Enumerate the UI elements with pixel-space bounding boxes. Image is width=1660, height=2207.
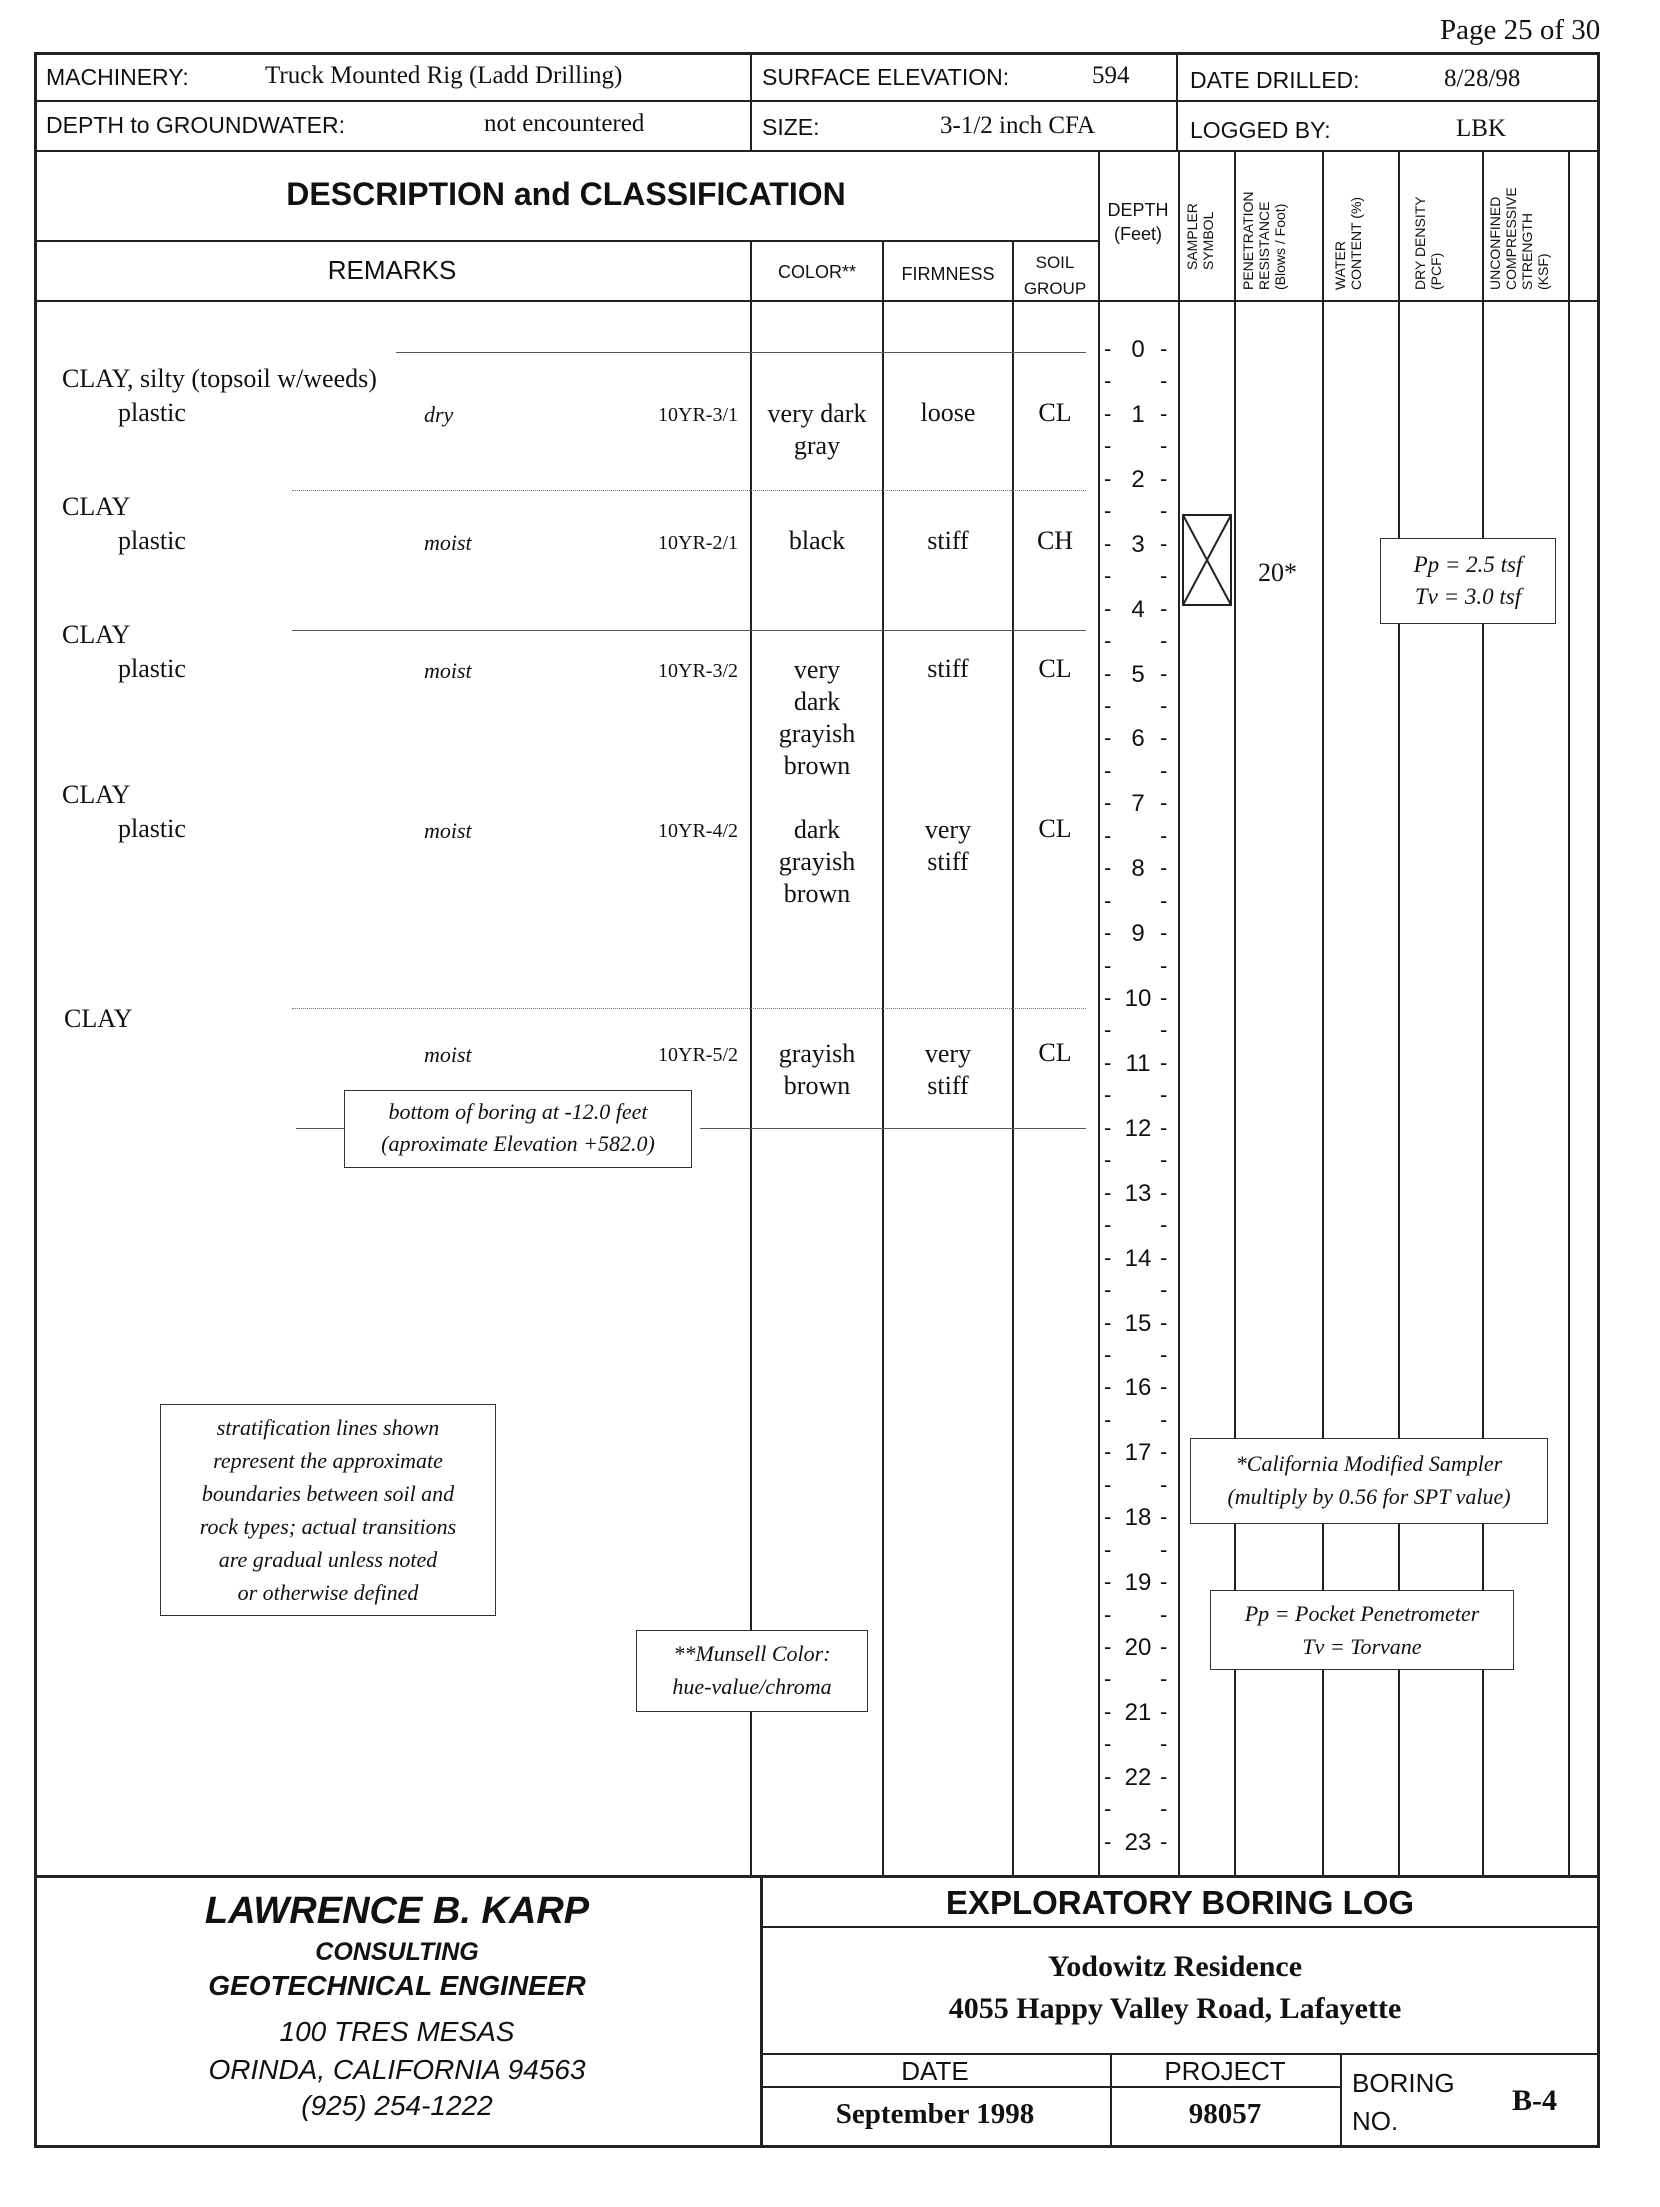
- depth-label: 0: [1131, 336, 1145, 363]
- layer-munsell: 10YR-4/2: [658, 820, 738, 842]
- depth-tick: -: [1160, 1212, 1168, 1238]
- layer-firmness-line: stiff: [927, 847, 969, 876]
- depth-label: 12: [1124, 1114, 1152, 1142]
- depth-tick: -: [1160, 1569, 1168, 1595]
- logged-by-label: LOGGED BY:: [1190, 117, 1331, 143]
- penetration-header: [1240, 191, 1288, 290]
- depth-tick: -: [1160, 1341, 1168, 1367]
- geotech-label: GEOTECHNICAL ENGINEER: [208, 1970, 586, 2001]
- water-header-line: CONTENT (%): [1348, 196, 1364, 290]
- depth-tick: -: [1104, 887, 1112, 913]
- header-divider: [34, 150, 1600, 152]
- depth-tick: -: [1160, 725, 1168, 751]
- soil-group-header-line2: GROUP: [1023, 279, 1087, 298]
- depth-tick: -: [1104, 1082, 1112, 1108]
- machinery-label: MACHINERY:: [46, 64, 189, 90]
- remarks-header: REMARKS: [327, 255, 457, 285]
- layer-color-line: dark: [793, 815, 841, 844]
- depth-tick: -: [1160, 1763, 1168, 1789]
- date-value: September 1998: [835, 2098, 1035, 2130]
- depth-tick: -: [1160, 1536, 1168, 1562]
- layer-moisture: dry: [424, 402, 454, 427]
- depth-tick: -: [1160, 1439, 1168, 1465]
- penetration-value: 20*: [1258, 558, 1297, 587]
- dry-density-header: [1412, 196, 1444, 290]
- depth-tick: -: [1160, 920, 1168, 946]
- header-divider: [34, 300, 1600, 302]
- layer-name: CLAY: [62, 492, 131, 521]
- layer-color-line: brown: [783, 751, 851, 780]
- color-header: COLOR**: [777, 262, 857, 282]
- strength-note-line: Pp = 2.5 tsf: [1413, 552, 1523, 577]
- depth-tick: -: [1160, 1634, 1168, 1659]
- layer-firmness: loose: [920, 398, 976, 427]
- date-drilled-value: 8/28/98: [1444, 65, 1521, 92]
- water-header: [1332, 197, 1364, 290]
- depth-tick: -: [1160, 985, 1168, 1010]
- layer-name: CLAY: [64, 1004, 133, 1033]
- bottom-note-line: bottom of boring at -12.0 feet: [388, 1099, 648, 1124]
- layer-color-line: grayish: [778, 1039, 856, 1068]
- address-line1: 100 TRES MESAS: [279, 2016, 515, 2047]
- layer-munsell: 10YR-5/2: [658, 1044, 738, 1066]
- sampler-note-line: *California Modified Sampler: [1235, 1451, 1503, 1476]
- depth-tick: -: [1104, 400, 1112, 426]
- layer-group: CL: [1038, 1038, 1072, 1067]
- depth-label: 7: [1131, 790, 1145, 818]
- machinery-value: Truck Mounted Rig (Ladd Drilling): [265, 62, 623, 89]
- unconfined-header-line: COMPRESSIVE: [1503, 187, 1519, 290]
- depth-tick: -: [1104, 725, 1112, 751]
- dry-density-header-line: DRY DENSITY: [1412, 196, 1428, 290]
- depth-label: 10: [1124, 985, 1152, 1012]
- depth-label: 17: [1124, 1439, 1152, 1467]
- layer-firmness-line: very: [924, 815, 972, 844]
- date-label: DATE: [901, 2056, 969, 2086]
- layer-sub: plastic: [118, 654, 186, 683]
- stratification-note-line: stratification lines shown: [216, 1415, 440, 1440]
- layer-color: [752, 654, 882, 782]
- depth-tick: -: [1104, 660, 1112, 686]
- depth-tick: -: [1104, 1634, 1112, 1659]
- pp-tv-note: [1210, 1590, 1514, 1670]
- depth-label: 19: [1124, 1569, 1152, 1597]
- logged-by-value: LBK: [1456, 115, 1506, 142]
- dry-density-header-line: (PCF): [1428, 252, 1444, 290]
- strength-note-line: Tv = 3.0 tsf: [1414, 584, 1522, 609]
- bottom-of-boring-note: [344, 1090, 692, 1168]
- depth-tick: -: [1160, 757, 1168, 783]
- depth-tick: -: [1104, 1439, 1112, 1465]
- strat-line: [292, 1008, 1086, 1009]
- depth-tick: -: [1104, 595, 1112, 621]
- layer-name: CLAY, silty (topsoil w/weeds): [62, 364, 377, 393]
- depth-tick: -: [1104, 920, 1112, 946]
- address-line2: ORINDA, CALIFORNIA 94563: [208, 2054, 586, 2085]
- depth-tick: -: [1160, 1828, 1168, 1854]
- layer-color-line: brown: [783, 879, 851, 908]
- layer-color-line: gray: [793, 431, 841, 460]
- depth-label: 18: [1124, 1504, 1152, 1532]
- depth-tick: -: [1104, 368, 1112, 394]
- depth-header: [1098, 198, 1178, 246]
- depth-tick: -: [1160, 1114, 1168, 1140]
- depth-tick: -: [1160, 1082, 1168, 1108]
- depth-tick: -: [1104, 433, 1112, 459]
- pp-note-line: Pp = Pocket Penetrometer: [1244, 1601, 1480, 1626]
- layer-color: [752, 1038, 882, 1102]
- footer-divider: [760, 1926, 1600, 1928]
- water-header-line: WATER: [1332, 241, 1348, 290]
- depth-tick: -: [1104, 1114, 1112, 1140]
- depth-tick: -: [1160, 1244, 1168, 1270]
- unconfined-header-line: STRENGTH: [1519, 213, 1535, 290]
- boring-label-line: NO.: [1352, 2106, 1399, 2136]
- stratification-note-line: represent the approximate: [213, 1448, 443, 1473]
- depth-tick: -: [1104, 498, 1112, 524]
- header-divider: [34, 240, 1098, 242]
- munsell-note-line: **Munsell Color:: [673, 1641, 831, 1666]
- depth-tick: -: [1104, 1017, 1112, 1043]
- depth-tick: -: [1160, 530, 1168, 556]
- strat-line: [700, 1128, 1086, 1129]
- depth-tick: -: [1104, 628, 1112, 654]
- depth-tick: -: [1104, 1731, 1112, 1757]
- depth-tick: -: [1160, 465, 1168, 491]
- header-divider: [34, 100, 1600, 102]
- depth-tick: -: [1104, 1828, 1112, 1854]
- layer-firmness: [884, 814, 1012, 878]
- size-value: 3-1/2 inch CFA: [940, 112, 1096, 139]
- layer-moisture: moist: [424, 530, 472, 555]
- depth-tick: -: [1104, 1504, 1112, 1530]
- depth-tick: -: [1104, 530, 1112, 556]
- layer-munsell: 10YR-3/1: [658, 404, 738, 426]
- strat-line: [292, 630, 1086, 631]
- depth-tick: -: [1104, 1601, 1112, 1627]
- depth-tick: -: [1104, 855, 1112, 881]
- layer-color-line: grayish: [778, 719, 856, 748]
- depth-tick: -: [1104, 1796, 1112, 1822]
- stratification-note: [160, 1404, 496, 1616]
- depth-tick: -: [1104, 1341, 1112, 1367]
- depth-tick: -: [1160, 660, 1168, 686]
- depth-label: 23: [1124, 1828, 1152, 1856]
- layer-munsell: 10YR-3/2: [658, 660, 738, 682]
- consulting-label: CONSULTING: [315, 1938, 479, 1966]
- bottom-note-line: (aproximate Elevation +582.0): [381, 1131, 655, 1156]
- depth-label: 14: [1124, 1244, 1152, 1272]
- depth-label: 9: [1131, 920, 1145, 948]
- depth-tick: -: [1160, 822, 1168, 848]
- size-label: SIZE:: [762, 114, 820, 140]
- depth-tick: -: [1160, 1017, 1168, 1043]
- layer-name: CLAY: [62, 620, 131, 649]
- depth-tick: -: [1104, 336, 1112, 361]
- boring-label-line: BORING: [1352, 2068, 1455, 2098]
- depth-tick: -: [1160, 1601, 1168, 1627]
- sampler-note: [1190, 1438, 1548, 1524]
- project-name: Yodowitz Residence: [1047, 1950, 1303, 1983]
- unconfined-header-line: (KSF): [1535, 253, 1551, 290]
- depth-tick: -: [1160, 498, 1168, 524]
- depth-tick: -: [1160, 887, 1168, 913]
- groundwater-value: not encountered: [484, 110, 645, 137]
- header-divider: [750, 54, 752, 151]
- depth-label: 22: [1124, 1763, 1152, 1791]
- depth-label: 3: [1131, 530, 1145, 558]
- sampler-header-line: SYMBOL: [1200, 211, 1216, 270]
- depth-tick: -: [1104, 1569, 1112, 1595]
- unconfined-header: [1487, 187, 1551, 290]
- depth-tick: -: [1104, 563, 1112, 589]
- strat-line: [292, 490, 1086, 491]
- soil-group-header: [1012, 250, 1098, 302]
- depth-tick: -: [1104, 1666, 1112, 1692]
- sampler-symbol-icon: [1182, 514, 1232, 606]
- firmness-header: FIRMNESS: [901, 264, 995, 284]
- depth-tick: -: [1104, 1698, 1112, 1724]
- depth-label: 2: [1131, 465, 1145, 493]
- layer-firmness: stiff: [927, 654, 969, 683]
- depth-tick: -: [1160, 1277, 1168, 1303]
- depth-tick: -: [1104, 1536, 1112, 1562]
- depth-tick: -: [1104, 1277, 1112, 1303]
- depth-label: 21: [1124, 1698, 1152, 1726]
- depth-label: 15: [1124, 1309, 1152, 1337]
- depth-tick: -: [1104, 1309, 1112, 1335]
- layer-firmness-line: stiff: [927, 1071, 969, 1100]
- layer-firmness-line: very: [924, 1039, 972, 1068]
- depth-tick: -: [1160, 855, 1168, 881]
- depth-tick: -: [1160, 1406, 1168, 1432]
- surface-elevation-value: 594: [1092, 62, 1130, 89]
- depth-label: 6: [1131, 725, 1145, 753]
- depth-label: 16: [1124, 1374, 1152, 1402]
- layer-group: CL: [1038, 654, 1072, 683]
- layer-munsell: 10YR-2/1: [658, 532, 738, 554]
- layer-color-line: brown: [783, 1071, 851, 1100]
- layer-color: black: [788, 526, 846, 555]
- boring-number: B-4: [1512, 2084, 1557, 2117]
- depth-tick: -: [1160, 1309, 1168, 1335]
- layer-group: CL: [1038, 398, 1072, 427]
- layer-firmness: stiff: [927, 526, 969, 555]
- depth-tick: -: [1160, 1471, 1168, 1497]
- sampler-header: [1184, 203, 1216, 270]
- layer-moisture: moist: [424, 818, 472, 843]
- layer-group: CL: [1038, 814, 1072, 843]
- depth-tick: -: [1104, 465, 1112, 491]
- page-number: Page 25 of 30: [1440, 14, 1601, 46]
- depth-tick: -: [1160, 1731, 1168, 1757]
- depth-tick: -: [1160, 595, 1168, 621]
- layer-moisture: moist: [424, 1042, 472, 1067]
- depth-label: 20: [1124, 1634, 1152, 1661]
- munsell-note: [636, 1630, 868, 1712]
- depth-tick: -: [1160, 1179, 1168, 1205]
- soil-group-header-line1: SOIL: [1035, 253, 1075, 272]
- header-divider: [1176, 54, 1178, 151]
- depth-tick: -: [1104, 1763, 1112, 1789]
- depth-label: 5: [1131, 660, 1145, 688]
- depth-tick: -: [1104, 1212, 1112, 1238]
- layer-sub: plastic: [118, 814, 186, 843]
- sampler-note-line: (multiply by 0.56 for SPT value): [1227, 1484, 1511, 1509]
- penetration-header-line: (Blows / Foot): [1272, 203, 1288, 290]
- penetration-header-line: PENETRATION: [1240, 191, 1256, 290]
- groundwater-label: DEPTH to GROUNDWATER:: [46, 112, 346, 138]
- depth-label: 4: [1131, 595, 1145, 623]
- phone-number: (925) 254-1222: [301, 2090, 493, 2121]
- depth-tick: -: [1104, 1471, 1112, 1497]
- depth-tick: -: [1160, 1049, 1168, 1075]
- depth-tick: -: [1160, 952, 1168, 978]
- depth-tick: -: [1104, 985, 1112, 1010]
- depth-tick: -: [1160, 1796, 1168, 1822]
- depth-tick: -: [1160, 1147, 1168, 1173]
- footer-divider: [34, 1875, 1600, 1878]
- depth-tick: -: [1104, 1179, 1112, 1205]
- footer-divider: [760, 2053, 1600, 2055]
- strength-note: [1380, 538, 1556, 624]
- depth-label: 8: [1131, 855, 1145, 883]
- stratification-note-line: rock types; actual transitions: [199, 1514, 457, 1539]
- date-drilled-label: DATE DRILLED:: [1190, 67, 1360, 93]
- depth-tick: -: [1160, 692, 1168, 718]
- layer-color: [752, 398, 882, 462]
- depth-tick: -: [1160, 433, 1168, 459]
- column-divider: [1178, 152, 1180, 1875]
- column-divider: [1568, 152, 1570, 1875]
- project-address: 4055 Happy Valley Road, Lafayette: [948, 1992, 1402, 2025]
- footer-divider: [1340, 2053, 1342, 2148]
- depth-header-line2: (Feet): [1113, 224, 1162, 244]
- strat-line: [396, 352, 1086, 353]
- layer-name: CLAY: [62, 780, 131, 809]
- depth-tick: -: [1160, 1698, 1168, 1724]
- depth-tick: -: [1160, 400, 1168, 426]
- stratification-note-line: or otherwise defined: [237, 1580, 419, 1605]
- depth-tick: -: [1104, 790, 1112, 816]
- log-title: EXPLORATORY BORING LOG: [945, 1884, 1415, 1921]
- sampler-header-line: SAMPLER: [1184, 203, 1200, 270]
- depth-label: 13: [1124, 1179, 1152, 1207]
- layer-firmness: [884, 1038, 1012, 1102]
- depth-tick: -: [1160, 336, 1168, 361]
- engineer-name: LAWRENCE B. KARP: [204, 1890, 590, 1932]
- depth-tick: -: [1104, 757, 1112, 783]
- column-divider: [1098, 152, 1100, 1875]
- depth-tick: -: [1160, 628, 1168, 654]
- depth-tick: -: [1104, 952, 1112, 978]
- description-title: DESCRIPTION and CLASSIFICATION: [286, 176, 846, 212]
- project-number: 98057: [1188, 2098, 1262, 2130]
- layer-moisture: moist: [424, 658, 472, 683]
- depth-tick: -: [1160, 563, 1168, 589]
- depth-tick: -: [1160, 790, 1168, 816]
- munsell-note-line: hue-value/chroma: [672, 1674, 832, 1699]
- depth-tick: -: [1104, 822, 1112, 848]
- depth-tick: -: [1160, 368, 1168, 394]
- layer-color-line: grayish: [778, 847, 856, 876]
- layer-group: CH: [1036, 526, 1074, 555]
- unconfined-header-line: UNCONFINED: [1487, 196, 1503, 290]
- depth-tick: -: [1104, 1244, 1112, 1270]
- penetration-header-line: RESISTANCE: [1256, 201, 1272, 290]
- depth-label: 11: [1125, 1049, 1151, 1077]
- depth-tick: -: [1104, 692, 1112, 718]
- stratification-note-line: boundaries between soil and: [201, 1481, 455, 1506]
- depth-tick: -: [1160, 1504, 1168, 1530]
- project-label: PROJECT: [1164, 2056, 1286, 2086]
- layer-sub: plastic: [118, 398, 186, 427]
- depth-tick: -: [1104, 1049, 1112, 1075]
- depth-label: 1: [1131, 400, 1145, 428]
- boring-label: [1352, 2064, 1455, 2140]
- stratification-note-line: are gradual unless noted: [218, 1547, 438, 1572]
- layer-color: [752, 814, 882, 910]
- pp-note-line: Tv = Torvane: [1302, 1634, 1422, 1659]
- surface-elevation-label: SURFACE ELEVATION:: [762, 64, 1010, 90]
- depth-tick: -: [1104, 1374, 1112, 1400]
- layer-color-line: dark: [793, 687, 841, 716]
- depth-tick: -: [1160, 1666, 1168, 1692]
- depth-tick: -: [1104, 1406, 1112, 1432]
- layer-color-line: very: [793, 655, 841, 684]
- layer-color-line: very dark: [767, 399, 867, 428]
- depth-header-line1: DEPTH: [1107, 200, 1169, 220]
- depth-tick: -: [1160, 1374, 1168, 1400]
- depth-tick: -: [1104, 1147, 1112, 1173]
- strat-line: [296, 1128, 346, 1129]
- layer-sub: plastic: [118, 526, 186, 555]
